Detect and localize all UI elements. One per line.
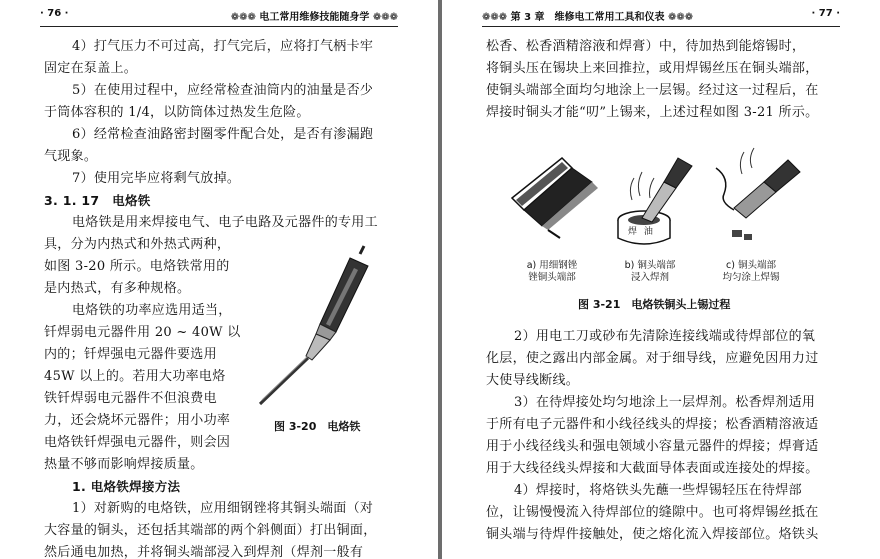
- left-page-running-title: ❁❁❁ 电工常用维修技能随身学 ❁❁❁: [230, 12, 398, 23]
- left-page-number: · 76 ·: [40, 8, 69, 19]
- subcaption-line: 浸入焊剂: [630, 272, 669, 283]
- paragraph-line: 4）打气压力不可过高，打气完后，应将打气柄卡牢: [72, 39, 374, 54]
- paragraph-line: 如图 3-20 所示。电烙铁常用的: [44, 259, 230, 274]
- figure-3-20-caption: 图 3-20 电烙铁: [274, 420, 361, 433]
- paragraph-line: 化层，使之露出内部金属。对于细导线，应避免因用力过: [486, 351, 819, 366]
- solder-on-tip-drawing: [716, 148, 800, 240]
- paragraph-line: 大容量的铜头，还包括其端部的两个斜侧面）打出铜面，: [44, 523, 377, 538]
- flux-can-label: 焊 油: [628, 227, 655, 237]
- paragraph-line: 然后通电加热，并将铜头端部浸入到焊剂（焊剂一般有: [44, 545, 364, 559]
- paragraph-line: 电烙铁的功率应选用适当，: [72, 303, 232, 318]
- subcaption-line: b) 铜头端部: [624, 260, 676, 271]
- subcaption-a: [512, 260, 592, 284]
- soldering-iron-illustration: [250, 240, 380, 410]
- paragraph-line: 2）用电工刀或砂布先清除连接线端或待焊部位的氧: [514, 329, 816, 344]
- paragraph-line: 电烙铁是用来焊接电气、电子电路及元器件的专用工: [72, 215, 378, 230]
- paragraph-line: 铜头端与待焊件接触处，使之熔化流入焊接部位。烙铁头: [486, 527, 819, 542]
- paragraph-line: 铁钎焊弱电元器件不但浪费电: [44, 391, 217, 406]
- paragraph-line: 气现象。: [44, 149, 98, 164]
- paragraph-line: 内的；钎焊强电元器件要选用: [44, 347, 217, 362]
- paragraph-line: 4）焊接时，将烙铁头先蘸一些焊锡轻压在待焊部: [514, 483, 802, 498]
- paragraph-line: 使铜头端部全面均匀地涂上一层锡。经过这一过程后，在: [486, 83, 819, 98]
- left-page: [0, 0, 438, 559]
- paragraph-line: 电烙铁钎焊强电元器件，则会因: [44, 435, 231, 450]
- paragraph-line: 1）对新购的电烙铁，应用细钢锉将其铜头端面（对: [72, 501, 374, 516]
- paragraph-line: 将铜头压在锡块上来回推拉，或用焊锡丝压在铜头端部，: [486, 61, 819, 76]
- paragraph-line: 焊接时铜头才能“叨”上锡来，上述过程如图 3-21 所示。: [486, 105, 819, 120]
- paragraph-line: 位，让锡慢慢流入待焊部位的缝隙中。也可将焊锡丝抵在: [486, 505, 819, 520]
- paragraph-line: 钎焊弱电元器件用 20 ~ 40W 以: [44, 325, 241, 340]
- left-page-header: [40, 8, 398, 24]
- paragraph-line: 松香、松香酒精溶液和焊膏）中，待加热到能熔锡时，: [486, 39, 806, 54]
- subcaption-line: 锉铜头端部: [528, 272, 576, 283]
- paragraph-line: 6）经常检查油路密封圈零件配合处，是否有渗漏跑: [72, 127, 374, 142]
- subcaption-line: c) 铜头端部: [726, 260, 776, 271]
- section-heading: 3. 1. 17 电烙铁: [44, 193, 151, 208]
- paragraph-line: 力，还会烧坏元器件；用小功率: [44, 413, 231, 428]
- subcaption-b: [610, 260, 690, 284]
- file-on-tip-drawing: [512, 158, 598, 238]
- right-page: [442, 0, 880, 559]
- paragraph-line: 固定在泵盖上。: [44, 61, 138, 76]
- paragraph-line: 用于小线径线头和强电领域小容量元器件的焊接；焊膏适: [486, 439, 819, 454]
- paragraph-line: 大使导线断线。: [486, 373, 580, 388]
- right-header-rule: [482, 26, 840, 27]
- left-header-rule: [40, 26, 398, 27]
- paragraph-line: 45W 以上的。若用大功率电烙: [44, 369, 226, 384]
- right-page-number: · 77 ·: [811, 8, 840, 19]
- subsection-heading: 1. 电烙铁焊接方法: [72, 479, 181, 494]
- paragraph-line: 热量不够而影响焊接质量。: [44, 457, 204, 472]
- subcaption-c: [706, 260, 796, 284]
- paragraph-line: 7）使用完毕应将剩气放掉。: [72, 171, 241, 186]
- tinning-process-illustration: [502, 138, 802, 256]
- paragraph-line: 于筒体容积的 1/4，以防筒体过热发生危险。: [44, 105, 310, 120]
- paragraph-line: 于所有电子元器件和小线径线头的焊接；松香酒精溶液适: [486, 417, 819, 432]
- paragraph-line: 用于大线径线头焊接和大截面导体表面或连接处的焊接。: [486, 461, 819, 476]
- paragraph-line: 5）在使用过程中，应经常检查油筒内的油量是否少: [72, 83, 374, 98]
- right-page-header: [482, 8, 840, 24]
- subcaption-line: a) 用细钢锉: [526, 260, 578, 271]
- paragraph-line: 3）在待焊接处均匀地涂上一层焊剂。松香焊剂适用: [514, 395, 816, 410]
- subcaption-line: 均匀涂上焊锡: [722, 272, 780, 283]
- right-body-text-bottom: [486, 326, 819, 546]
- right-body-text-top: [486, 36, 819, 124]
- right-page-running-title: ❁❁❁ 第 3 章 维修电工常用工具和仪表 ❁❁❁: [482, 12, 694, 23]
- paragraph-line: 具，分为内热式和外热式两种，: [44, 237, 231, 252]
- paragraph-line: 是内热式，有多种规格。: [44, 281, 191, 296]
- figure-3-21-caption: 图 3-21 电烙铁铜头上锡过程: [578, 298, 731, 311]
